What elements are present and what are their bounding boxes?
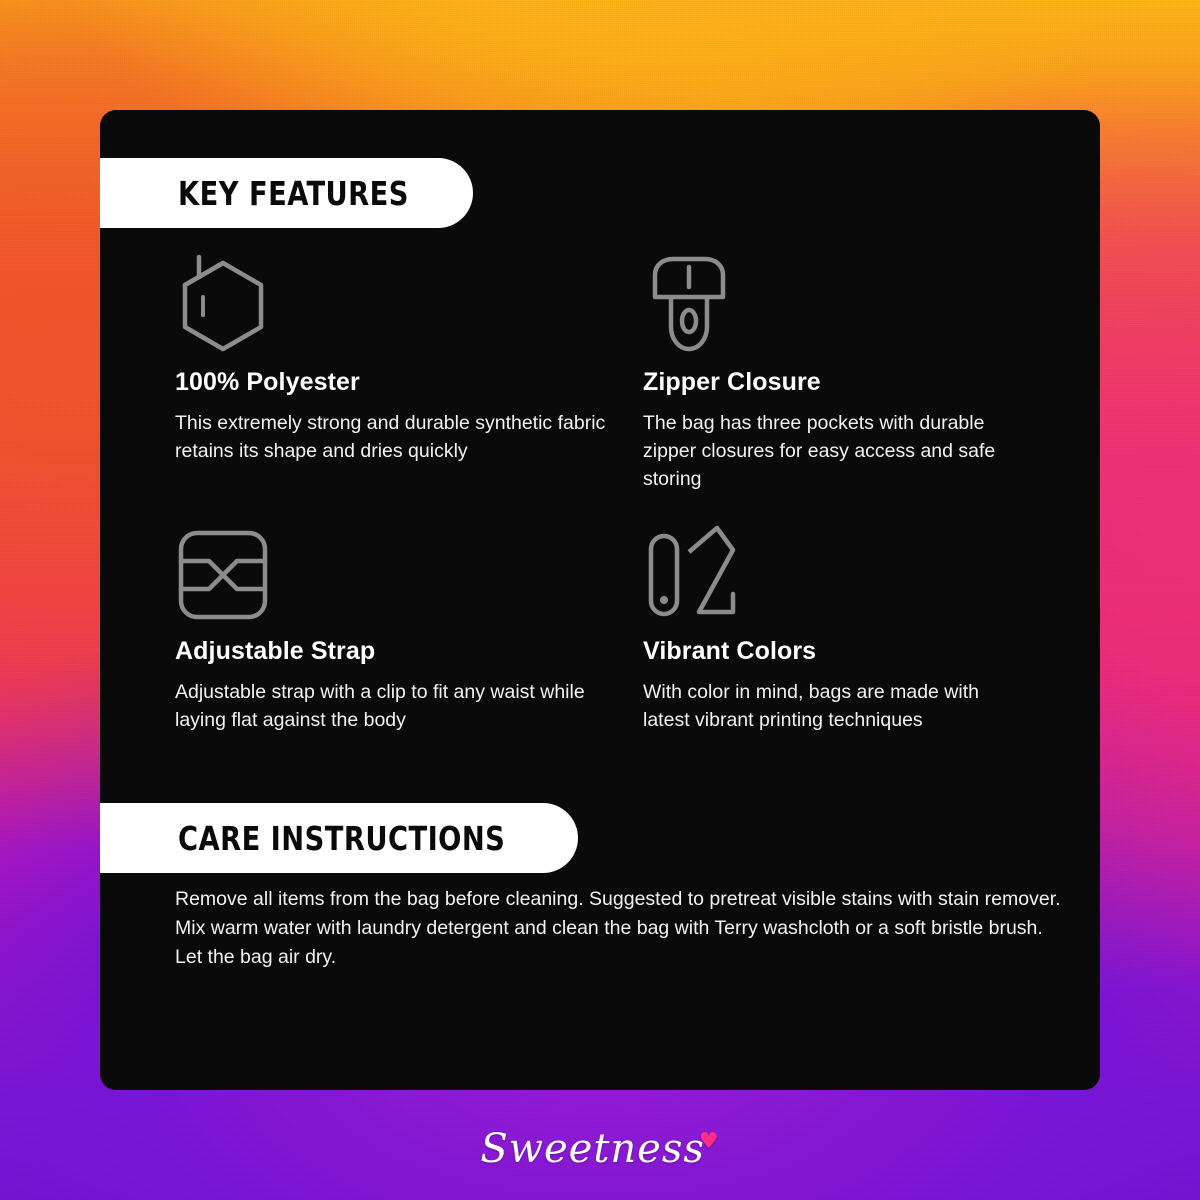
brand-name: Sweetness [480, 1126, 705, 1172]
feature-item-zipper [643, 250, 1035, 493]
care-instructions-heading-pill [100, 803, 578, 873]
feature-title: 100% Polyester [175, 368, 360, 396]
care-instructions-heading-label: CARE INSTRUCTIONS [178, 818, 506, 858]
heart-icon: ♥ [698, 1128, 720, 1154]
care-instructions-text: Remove all items from the bag before cleaning. Suggested to pretreat visible stains with stain remover. Mix warm water with laundry detergent and clean the bag with Terry washcloth or a soft bristle brush. Let the bag air dry. [175, 888, 1061, 968]
feature-title: Vibrant Colors [643, 637, 817, 666]
feature-item-polyester [175, 250, 643, 493]
key-features-heading-label: KEY FEATURES [178, 173, 409, 213]
adjustable-strap-icon [175, 519, 615, 631]
feature-title: Adjustable Strap [175, 637, 376, 666]
brand-logo [0, 1126, 1200, 1172]
feature-title: Zipper Closure [643, 368, 821, 396]
hexagon-fabric-icon [175, 250, 615, 362]
content-card [100, 110, 1100, 1090]
color-swatch-icon [643, 519, 1007, 631]
features-grid [175, 250, 1035, 734]
feature-description: This extremely strong and durable synthetic fabric retains its shape and dries quickly [175, 412, 606, 463]
key-features-heading-pill [100, 158, 473, 228]
feature-description: Adjustable strap with a clip to fit any waist while laying flat against the body [175, 681, 585, 732]
feature-item-colors [643, 519, 1035, 734]
zipper-pull-icon [643, 250, 1007, 362]
feature-description: With color in mind, bags are made with latest vibrant printing techniques [643, 681, 979, 732]
feature-description: The bag has three pockets with durable zipper closures for easy access and safe storing [643, 412, 996, 491]
feature-item-strap [175, 519, 643, 734]
